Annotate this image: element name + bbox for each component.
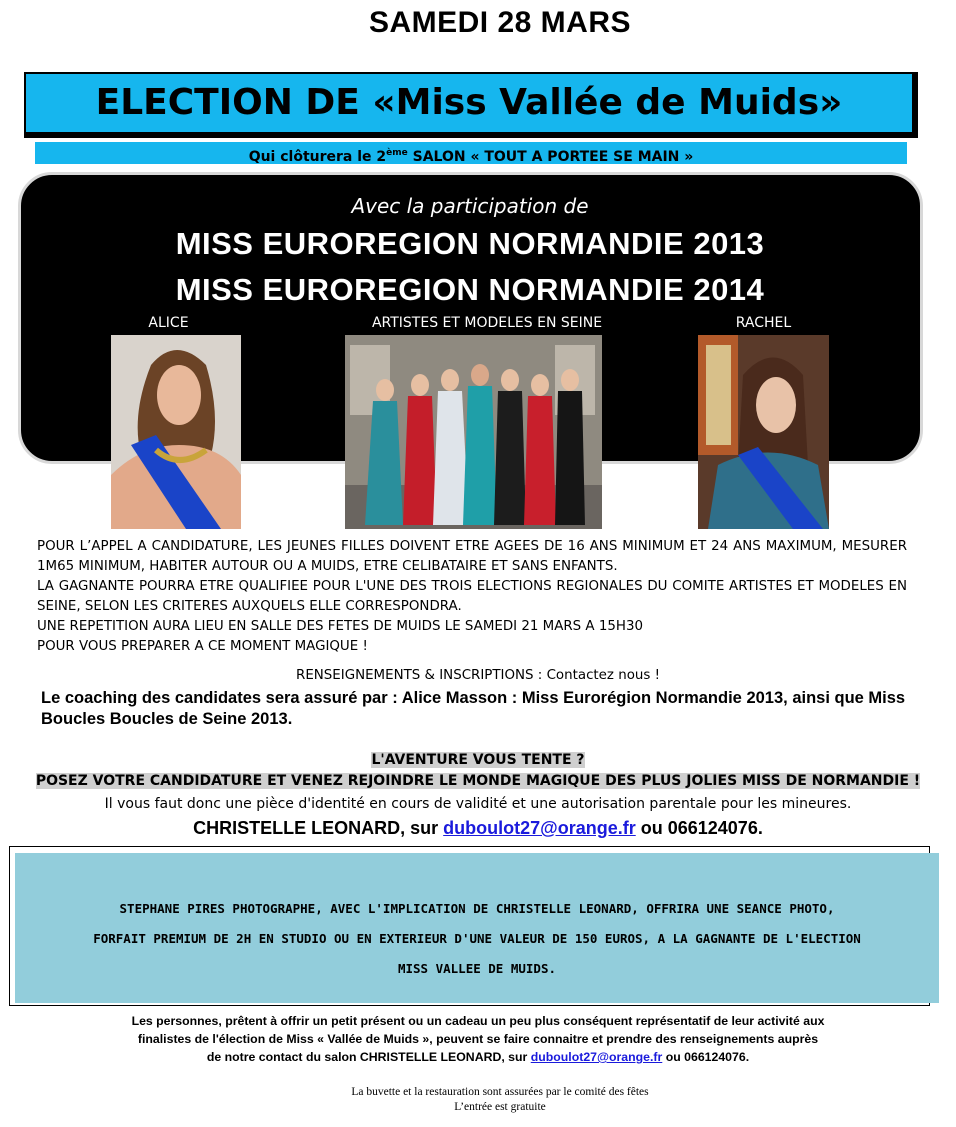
miss-2014-heading: MISS EUROREGION NORMANDIE 2014 xyxy=(175,272,765,307)
contact-email-link[interactable]: duboulot27@orange.fr xyxy=(443,818,636,838)
title-banner-shadow xyxy=(24,72,918,138)
caption-artistes: ARTISTES ET MODELES EN SEINE xyxy=(371,315,603,331)
contact-phone: ou 066124076. xyxy=(635,818,763,838)
conditions-text xyxy=(37,537,907,657)
coaching-text: Le coaching des candidates sera assuré par : Alice Masson : Miss Eurorégion Normandie 2013, ainsi que Miss Boucles Boucles de Seine 2013. xyxy=(41,689,906,728)
photo-rachel xyxy=(698,335,829,529)
buvette-note: La buvette et la restauration sont assurées par le comité des fêtes xyxy=(351,1086,649,1098)
sponsors-line-3-after: ou 066124076. xyxy=(662,1050,750,1064)
aventure-line xyxy=(0,752,956,768)
subtitle-text-after: SALON « TOUT A PORTEE SE MAIN » xyxy=(407,149,694,165)
prize-line-1: STEPHANE PIRES PHOTOGRAPHE, AVEC L'IMPLICATION DE CHRISTELLE LEONARD, OFFRIRA UNE SEANCE PHOTO, xyxy=(119,901,835,916)
prize-line-3: MISS VALLEE DE MUIDS. xyxy=(397,961,557,976)
contact-name: CHRISTELLE LEONARD xyxy=(193,818,401,838)
salon-subtitle xyxy=(35,142,907,164)
sponsors-line-3 xyxy=(0,1048,956,1066)
prize-line-2: FORFAIT PREMIUM DE 2H EN STUDIO OU EN EXTERIEUR D'UNE VALEUR DE 150 EUROS, A LA GAGNANTE DE L'ELECTION xyxy=(93,931,861,946)
photo-group xyxy=(345,335,602,529)
subtitle-superscript: ème xyxy=(386,148,408,158)
photo-alice xyxy=(111,335,241,529)
conditions-paragraph-2: LA GAGNANTE POURRA ETRE QUALIFIEE POUR L'UNE DES TROIS ELECTIONS REGIONALES DU COMITE ARTISTES ET MODELES EN SEINE, SELON LES CRITERES AUXQUELS ELLE CORRESPONDRA. xyxy=(37,579,907,614)
conditions-paragraph-4: POUR VOUS PREPARER A CE MOMENT MAGIQUE ! xyxy=(37,639,368,654)
entree-note: L’entrée est gratuite xyxy=(454,1101,546,1113)
sponsors-line-2: finalistes de l'élection de Miss « Vallée de Muids », peuvent se faire connaitre et prendre des renseignements auprès xyxy=(137,1032,819,1046)
sponsors-line-3-before: de notre contact du salon CHRISTELLE LEONARD, sur xyxy=(206,1050,531,1064)
contact-sur: , sur xyxy=(400,818,444,838)
participation-intro: Avec la participation de xyxy=(351,194,589,218)
sponsors-line-1: Les personnes, prêtent à offrir un petit présent ou un cadeau un peu plus conséquent représentatif de leur activité aux xyxy=(131,1014,825,1028)
conditions-paragraph-3: UNE REPETITION AURA LIEU EN SALLE DES FETES DE MUIDS LE SAMEDI 21 MARS A 15H30 xyxy=(37,619,643,634)
sponsors-email-link[interactable]: duboulot27@orange.fr xyxy=(530,1050,663,1064)
prize-text xyxy=(15,894,939,984)
caption-rachel: RACHEL xyxy=(735,315,792,331)
caption-alice: ALICE xyxy=(148,315,189,331)
renseignements-line: RENSEIGNEMENTS & INSCRIPTIONS : Contactez nous ! xyxy=(296,668,660,683)
posez-line xyxy=(0,773,956,789)
piece-identite-line: Il vous faut donc une pièce d'identité en cours de validité et une autorisation parentale pour les mineures. xyxy=(104,796,852,812)
posez-highlight: POSEZ VOTRE CANDIDATURE ET VENEZ REJOINDRE LE MONDE MAGIQUE DES PLUS JOLIES MISS DE NORMANDIE ! xyxy=(35,773,921,789)
aventure-highlight: L'AVENTURE VOUS TENTE ? xyxy=(371,752,585,768)
contact-line xyxy=(0,818,956,839)
event-date: SAMEDI 28 MARS xyxy=(368,6,632,39)
subtitle-text-before: Qui clôturera le 2 xyxy=(248,149,387,165)
miss-2013-heading: MISS EUROREGION NORMANDIE 2013 xyxy=(175,226,765,261)
sponsors-text xyxy=(0,1012,956,1066)
title-banner: ELECTION DE «Miss Vallée de Muids» xyxy=(24,72,914,134)
conditions-paragraph-1: POUR L’APPEL A CANDIDATURE, LES JEUNES FILLES DOIVENT ETRE AGEES DE 16 ANS MINIMUM ET 24 ANS MAXIMUM, MESURER 1M65 MINIMUM, HABITER AUTOUR OU A MUIDS, ETRE CELIBATAIRE ET SANS ENFANTS. xyxy=(37,539,907,574)
